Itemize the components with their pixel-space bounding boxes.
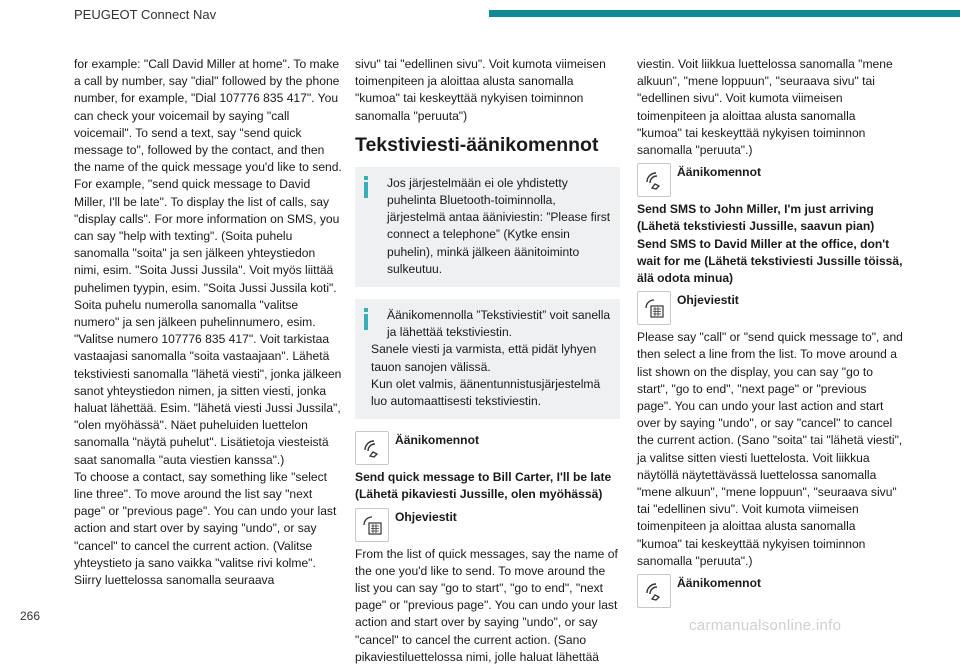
- body-paragraph: To choose a contact, say something like "select line three". To move around the list say "next page" or "previous page". You can undo your last action and start over by saying "undo", or say "cancel" to cancel the current action. (Valitse yhteystieto ja sano vaikka "valitse rivi kolme". Siirry luettelossa sanomalla seuraava: [74, 469, 337, 588]
- note-text: Sanele viesti ja varmista, että pidät lyhyen tauon sanojen välissä.: [371, 342, 597, 374]
- voice-command-text: Send quick message to Bill Carter, I'll be late (Lähetä pikaviesti Jussille, olen myöhässä): [355, 470, 612, 502]
- guideline-icon: [355, 508, 389, 542]
- voice-commands-row: [637, 163, 903, 197]
- voice-commands-row: [637, 574, 903, 608]
- voice-commands-label: Äänikomennot: [677, 576, 761, 591]
- guideline-text: Please say "call" or "send quick message to", and then select a line from the list. To move around a list shown on the display, you can say "go to start", "go to end", "next page" or "previous page". You can undo your last action and start over by saying "undo", or say "cancel" to cancel the current action. (Sano "soita" tai "lähetä viesti", ja valitse sitten viesti luettelosta. Voit liikkua näytöllä näytettävässä luettelossa sanomalla "mene alkuun", "mene loppuun", "seuraava sivu" tai "edellinen sivu". Voit kumota viimeisen toimenpiteen ja aloittaa alusta sanomalla "kumoa" tai keskeyttää nykyisen toiminnon sanomalla "peruuta".): [637, 330, 903, 568]
- info-icon: [364, 308, 368, 332]
- watermark: carmanualsonline.info: [689, 617, 842, 634]
- header-accent-bar: [489, 10, 960, 17]
- guideline-text: From the list of quick messages, say the name of the one you'd like to send. To move around the list you can say "go to start", "go to end", "next page" or "previous page". You can undo your last action and start over by saying "undo", or say "cancel" to cancel the current action. (Sano pikaviestiluettelossa nimi, jolle haluat lähettää: [355, 546, 618, 664]
- guidelines-row: [637, 291, 903, 325]
- voice-commands-label: Äänikomennot: [395, 433, 479, 448]
- running-header: PEUGEOT Connect Nav: [74, 7, 217, 22]
- info-icon: [364, 176, 368, 200]
- column-3: [637, 56, 903, 612]
- page-number: 266: [20, 609, 41, 623]
- voice-command-icon: [355, 431, 389, 465]
- guidelines-label: Ohjeviestit: [677, 293, 739, 308]
- note-text: Jos järjestelmään ei ole yhdistetty puhelinta Bluetooth-toiminnolla, järjestelmä antaa ääniviestin: ”Please first connect a telephone” (Kytke ensin puhelin), minkä jälkeen äänitoiminto sulkeutuu.: [387, 175, 611, 276]
- column-1: [74, 56, 344, 589]
- body-paragraph: viestin. Voit liikkua luettelossa sanomalla "mene alkuun", "mene loppuun", "seuraava sivu" tai "edellinen sivu". Voit kumota viimeisen toimenpiteen ja aloittaa alusta sanomalla "kumoa" tai keskeyttää nykyisen toiminnon sanomalla "peruuta".): [637, 57, 893, 158]
- guidelines-row: [355, 508, 620, 542]
- body-paragraph: for example: "Call David Miller at home". To make a call by number, say "dial" followed by the phone number, for example, "Dial 107776 835 417". You can check your voicemail by saying "call voicemail". To send a text, say "send quick message to", followed by the contact, and then the name of the quick message you'd like to send. For example, "send quick message to David Miller, I'll be late". To display the list of calls, say "display calls". For more information on SMS, you can say "help with texting". (Soita puhelu sanomalla "soita" ja sen jälkeen yhteystiedon nimi, esim. "Soita Jussi Jussila". Voit myös liittää puhelimen tyypin, esim. "Soita Jussi Jussila koti". Soita puhelu numerolla sanomalla "valitse numero" ja sen jälkeen puhelinnumero, esim. "Valitse numero 107776 835 417". Voit tarkistaa vastaajasi sanomalla "soita vastaajaan". Lähetä tekstiviesti sanomalla "lähetä viesti", jonka jälkeen sanot yhteystiedon nimen, ja sitten viesti, jonka haluat lähettää. Esim. "lähetä viesti Jussi Jussila", "olen myöhässä". Näet puheluiden luettelon sanomalla "näytä puhelut". Lisätietoja viesteistä saat sanomalla "auta viestien kanssa".): [74, 57, 342, 467]
- note-text: Äänikomennolla ”Tekstiviestit” voit sanella ja lähettää tekstiviestin.: [387, 308, 611, 340]
- voice-commands-row: [355, 431, 620, 465]
- guideline-icon: [637, 291, 671, 325]
- voice-commands-label: Äänikomennot: [677, 165, 761, 180]
- voice-command-icon: [637, 163, 671, 197]
- section-heading: Tekstiviesti-äänikomennot: [355, 133, 599, 156]
- guidelines-label: Ohjeviestit: [395, 509, 457, 524]
- info-note: [355, 299, 620, 419]
- voice-command-text: Send SMS to John Miller, I'm just arriving (Lähetä tekstiviesti Jussille, saavun pian) Send SMS to David Miller at the office, don't wait for me (Lähetä tekstiviesti Jussille töissä, älä odota minua): [637, 202, 903, 286]
- column-2: [355, 56, 620, 666]
- info-note: [355, 167, 620, 287]
- note-text: Kun olet valmis, äänentunnistusjärjestelmä luo automaattisesti tekstiviestin.: [371, 376, 601, 409]
- body-paragraph: sivu" tai "edellinen sivu". Voit kumota viimeisen toimenpiteen ja aloittaa alusta sanomalla "kumoa" tai keskeyttää nykyisen toiminnon sanomalla "peruuta"): [355, 57, 606, 123]
- voice-command-icon: [637, 574, 671, 608]
